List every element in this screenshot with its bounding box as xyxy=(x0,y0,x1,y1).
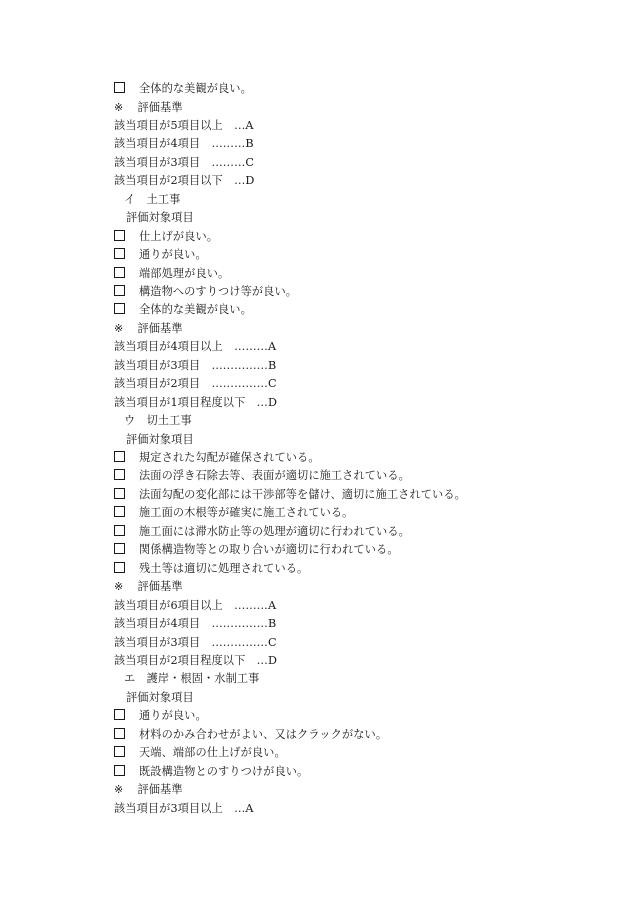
checkbox-icon xyxy=(114,469,125,480)
line-text: 規定された勾配が確保されている。 xyxy=(139,451,320,464)
checkbox-icon xyxy=(114,562,125,573)
reference-mark-icon: ※ xyxy=(114,580,124,594)
line-text: 全体的な美観が良い。 xyxy=(139,303,252,317)
line-text: 残土等は適切に処理されている。 xyxy=(139,561,309,575)
line-text: 該当項目が2項目 ……………C xyxy=(114,377,277,391)
line-text: 該当項目が3項目 ……………C xyxy=(114,635,277,649)
checkbox-icon xyxy=(114,506,125,517)
checklist-item xyxy=(114,727,387,742)
line-text: 評価基準 xyxy=(137,783,183,797)
line-text: 施工面の木根等が確実に施工されている。 xyxy=(139,506,354,520)
checklist-item xyxy=(114,247,207,262)
checkbox-icon xyxy=(114,230,125,241)
line-text: 材料のかみ合わせがよい、又はクラックがない。 xyxy=(139,727,388,741)
criteria-line xyxy=(114,395,277,410)
section-heading xyxy=(124,192,180,207)
criteria-line xyxy=(114,653,277,668)
line-text: 該当項目が3項目 ………C xyxy=(114,155,255,169)
checkbox-icon xyxy=(114,543,125,554)
line-text: 施工面には滞水防止等の処理が適切に行われている。 xyxy=(139,524,410,538)
checkbox-icon xyxy=(114,451,125,462)
line-text: 該当項目が4項目 ……………B xyxy=(114,617,277,630)
subsection-label xyxy=(126,690,194,705)
criteria-line xyxy=(114,339,276,354)
line-text: 評価基準 xyxy=(137,580,183,594)
criteria-line xyxy=(114,801,254,816)
section-heading xyxy=(124,413,192,428)
criteria-heading xyxy=(114,782,183,797)
line-text: 構造物へのすりつけ等が良い。 xyxy=(139,284,298,298)
criteria-line xyxy=(114,376,277,391)
criteria-heading xyxy=(114,321,183,336)
line-text: 該当項目が1項目程度以下 …D xyxy=(114,395,278,409)
checkbox-icon xyxy=(114,765,125,776)
line-text: 評価対象項目 xyxy=(126,432,194,446)
line-text: 評価対象項目 xyxy=(126,211,194,225)
criteria-line xyxy=(114,616,276,631)
line-text: 該当項目が2項目以下 …D xyxy=(114,174,255,188)
line-text: 該当項目が6項目以上 ………A xyxy=(114,598,277,612)
checkbox-icon xyxy=(114,746,125,757)
line-text: 評価対象項目 xyxy=(126,690,194,704)
line-text: 天端、端部の仕上げが良い。 xyxy=(139,746,286,760)
checklist-item xyxy=(114,229,218,244)
line-text: 関係構造物等との取り合いが適切に行われている。 xyxy=(139,543,399,557)
checkbox-icon xyxy=(114,248,125,259)
line-text: イ 土工事 xyxy=(124,192,181,206)
criteria-heading xyxy=(114,100,183,115)
checklist-item xyxy=(114,561,308,576)
checklist-item xyxy=(114,542,399,557)
checklist-item xyxy=(114,708,207,723)
subsection-label xyxy=(126,210,194,225)
line-text: 全体的な美観が良い。 xyxy=(139,82,252,95)
criteria-line xyxy=(114,118,254,133)
line-text: 通りが良い。 xyxy=(139,248,207,261)
checkbox-icon xyxy=(114,285,125,296)
line-text: 該当項目が4項目以上 ………A xyxy=(114,340,277,354)
reference-mark-icon: ※ xyxy=(114,100,124,114)
criteria-line xyxy=(114,173,254,188)
line-text: 既設構造物とのすりつけが良い。 xyxy=(139,764,309,778)
checklist-item xyxy=(114,302,252,317)
reference-mark-icon: ※ xyxy=(114,321,124,335)
line-text: 仕上げが良い。 xyxy=(139,229,219,243)
checkbox-icon xyxy=(114,709,125,720)
checklist-item xyxy=(114,450,320,465)
line-text: 該当項目が5項目以上 …A xyxy=(114,118,254,132)
criteria-line xyxy=(114,635,277,650)
line-text: 該当項目が2項目程度以下 …D xyxy=(114,653,278,667)
section-heading xyxy=(124,671,259,686)
subsection-label xyxy=(126,432,194,447)
checkbox-icon xyxy=(114,267,125,278)
checklist-item xyxy=(114,487,466,502)
line-text: 端部処理が良い。 xyxy=(139,266,230,280)
checkbox-icon xyxy=(114,728,125,739)
criteria-line xyxy=(114,155,254,170)
criteria-line xyxy=(114,358,276,373)
checklist-item xyxy=(114,266,229,281)
line-text: 該当項目が3項目以上 …A xyxy=(114,801,254,815)
line-text: 法面の浮き石除去等、表面が適切に施工されている。 xyxy=(139,469,410,483)
line-text: 該当項目が3項目 ……………B xyxy=(114,358,277,372)
line-text: ウ 切土工事 xyxy=(124,414,192,428)
checkbox-icon xyxy=(114,303,125,314)
criteria-line xyxy=(114,598,276,613)
checklist-item xyxy=(114,764,308,779)
line-text: 評価基準 xyxy=(137,100,183,114)
checkbox-icon xyxy=(114,82,125,93)
checklist-item xyxy=(114,81,252,96)
criteria-line xyxy=(114,136,254,151)
checklist-item xyxy=(114,745,286,760)
checkbox-icon xyxy=(114,525,125,536)
checkbox-icon xyxy=(114,488,125,499)
criteria-heading xyxy=(114,579,183,594)
checklist-item xyxy=(114,468,410,483)
line-text: 法面勾配の変化部には干渉部等を儲け、適切に施工されている。 xyxy=(139,487,466,501)
reference-mark-icon: ※ xyxy=(114,783,124,797)
line-text: 通りが良い。 xyxy=(139,709,207,723)
line-text: エ 護岸・根固・水制工事 xyxy=(124,672,260,686)
line-text: 該当項目が4項目 ………B xyxy=(114,137,254,151)
checklist-item xyxy=(114,284,297,299)
line-text: 評価基準 xyxy=(137,321,183,335)
checklist-item xyxy=(114,505,353,520)
checklist-item xyxy=(114,524,410,539)
